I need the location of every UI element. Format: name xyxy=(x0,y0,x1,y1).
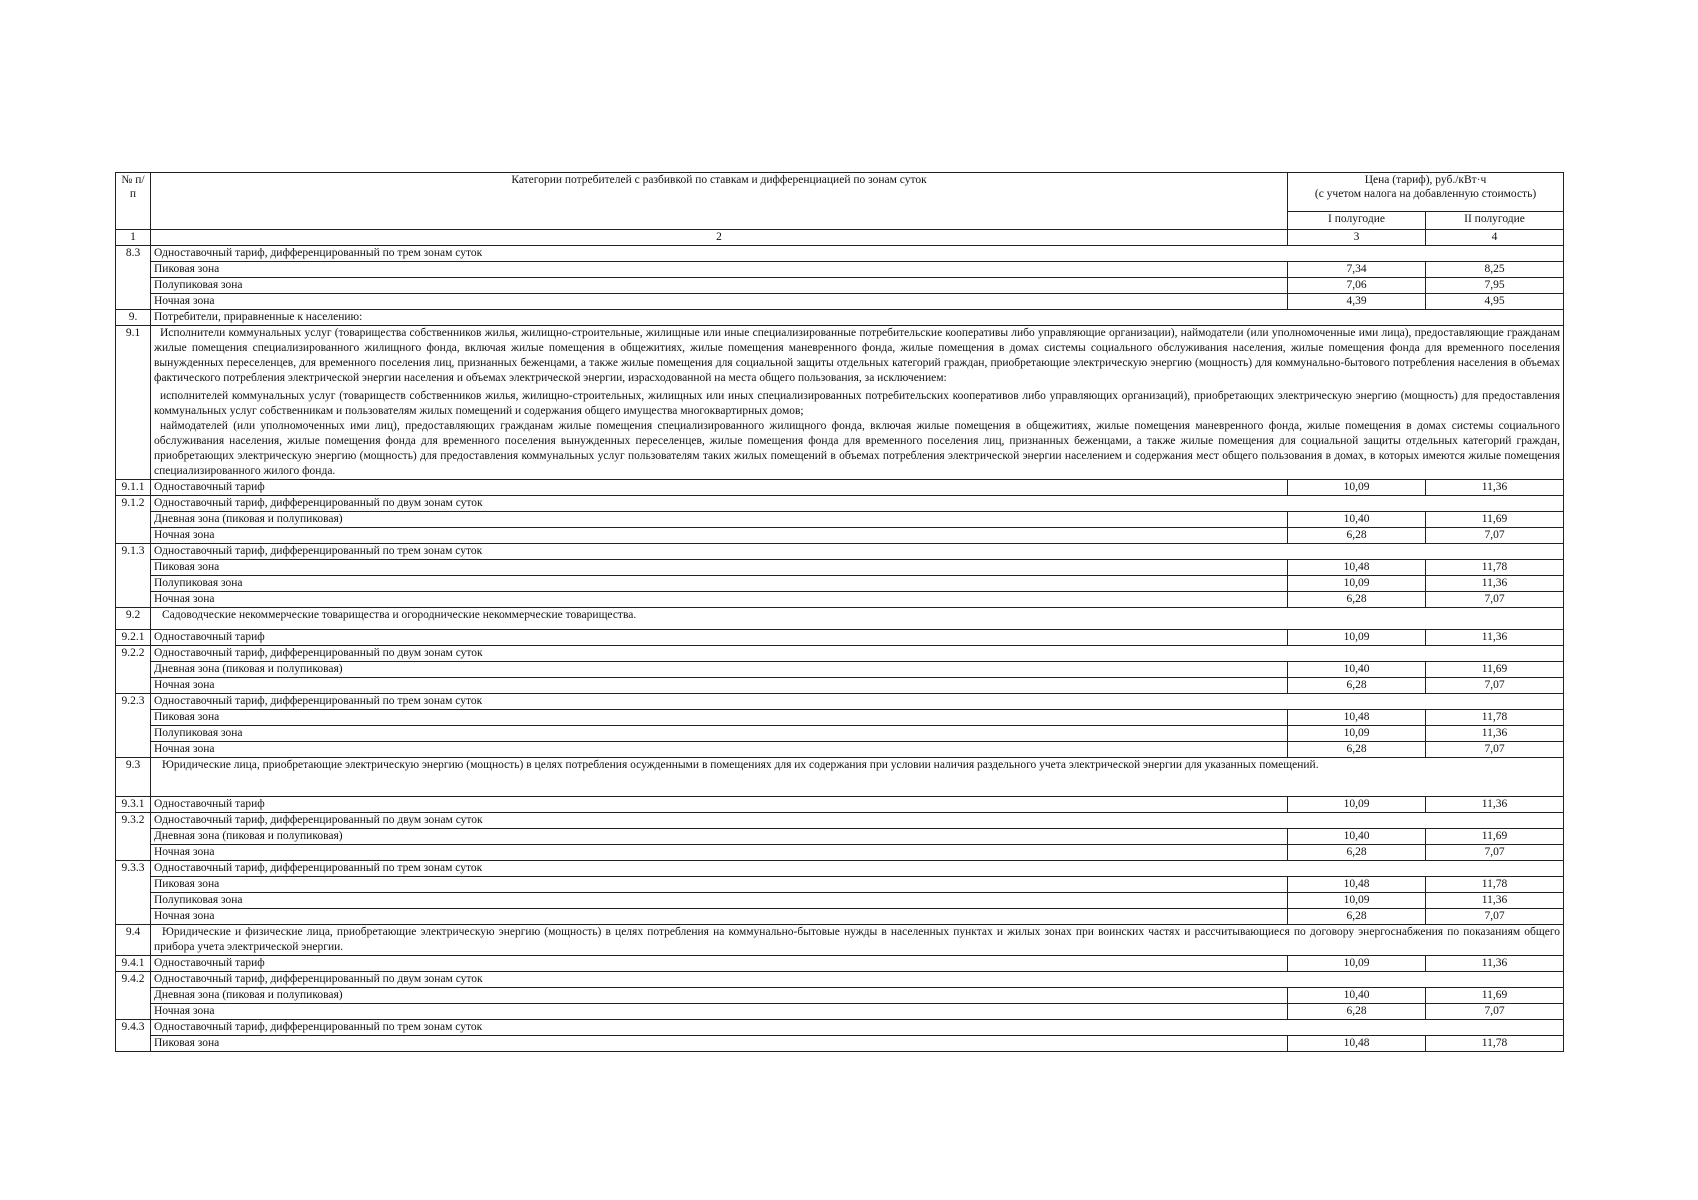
row-label: Юридические и физические лица, приобретающие электрическую энергию (мощность) в целях потребления на коммунально-бытовые нужды в населенных пунктах и жилых зонах при воинских частях и рассчитывающиеся по договору энергоснабжения по показаниям общего прибора учета электрической энергии. xyxy=(151,925,1564,956)
row-label: Полупиковая зона xyxy=(151,893,1288,909)
value-half2: 7,07 xyxy=(1426,528,1564,544)
index-cell: 2 xyxy=(151,230,1288,246)
row-label: Ночная зона xyxy=(151,528,1288,544)
value-half2: 7,07 xyxy=(1426,909,1564,925)
row-label: Одноставочный тариф xyxy=(151,956,1288,972)
row-label: Пиковая зона xyxy=(151,1036,1288,1052)
value-half1: 10,40 xyxy=(1288,512,1426,528)
row-number: 9.3.3 xyxy=(116,861,151,925)
value-half1: 6,28 xyxy=(1288,592,1426,608)
row-label: Одноставочный тариф, дифференцированный по трем зонам суток xyxy=(151,861,1564,877)
table-row xyxy=(116,294,1564,310)
value-half1: 10,09 xyxy=(1288,480,1426,496)
table-row xyxy=(116,528,1564,544)
table-row xyxy=(116,710,1564,726)
row-label: Одноставочный тариф xyxy=(151,480,1288,496)
row-label: Одноставочный тариф, дифференцированный по двум зонам суток xyxy=(151,646,1564,662)
table-row xyxy=(116,560,1564,576)
paragraph: исполнителей коммунальных услуг (товариществ собственников жилья, жилищно-строительных, жилищных или иных специализированных потребительских кооперативов либо управляющих организаций), приобретающих электрическую энергию (мощность) для предоставления коммунальных услуг собственникам и пользователям жилых помещений и содержания общего имущества многоквартирных домов; xyxy=(154,390,1561,417)
value-half2: 11,36 xyxy=(1426,576,1564,592)
value-half1: 6,28 xyxy=(1288,1004,1426,1020)
value-half2: 7,07 xyxy=(1426,845,1564,861)
row-label: Ночная зона xyxy=(151,294,1288,310)
row-label: Садоводческие некоммерческие товарищества и огороднические некоммерческие товарищества. xyxy=(151,608,1564,630)
value-half2: 7,07 xyxy=(1426,592,1564,608)
value-half1: 6,28 xyxy=(1288,909,1426,925)
value-half1: 10,48 xyxy=(1288,877,1426,893)
value-half2: 11,36 xyxy=(1426,726,1564,742)
value-half1: 10,48 xyxy=(1288,1036,1426,1052)
row-number: 8.3 xyxy=(116,246,151,310)
row-number: 9.1 xyxy=(116,326,151,480)
value-half1: 10,40 xyxy=(1288,988,1426,1004)
table-row xyxy=(116,1004,1564,1020)
row-label: Одноставочный тариф, дифференцированный по трем зонам суток xyxy=(151,246,1564,262)
row-label: Одноставочный тариф, дифференцированный по трем зонам суток xyxy=(151,694,1564,710)
table-row xyxy=(116,972,1564,988)
table-row xyxy=(116,646,1564,662)
value-half2: 7,07 xyxy=(1426,1004,1564,1020)
value-half1: 10,09 xyxy=(1288,956,1426,972)
row-number: 9.2 xyxy=(116,608,151,630)
table-row xyxy=(116,480,1564,496)
value-half1: 7,06 xyxy=(1288,278,1426,294)
table-row xyxy=(116,1036,1564,1052)
value-half2: 7,07 xyxy=(1426,742,1564,758)
table-row xyxy=(116,694,1564,710)
header-price-note: (с учетом налога на добавленную стоимость) xyxy=(1314,188,1537,200)
value-half1: 6,28 xyxy=(1288,528,1426,544)
table-row xyxy=(116,576,1564,592)
row-label: Полупиковая зона xyxy=(151,726,1288,742)
table-row xyxy=(116,758,1564,797)
row-label: Одноставочный тариф, дифференцированный по двум зонам суток xyxy=(151,972,1564,988)
value-half1: 10,09 xyxy=(1288,893,1426,909)
value-half2: 11,36 xyxy=(1426,480,1564,496)
value-half1: 10,48 xyxy=(1288,560,1426,576)
value-half2: 11,69 xyxy=(1426,829,1564,845)
row-label: Одноставочный тариф, дифференцированный по трем зонам суток xyxy=(151,544,1564,560)
value-half2: 11,78 xyxy=(1426,710,1564,726)
table-row xyxy=(116,512,1564,528)
value-half2: 11,78 xyxy=(1426,560,1564,576)
value-half2: 4,95 xyxy=(1426,294,1564,310)
row-label: Одноставочный тариф, дифференцированный по трем зонам суток xyxy=(151,1020,1564,1036)
table-row xyxy=(116,845,1564,861)
row-number: 9.2.1 xyxy=(116,630,151,646)
row-number: 9.3 xyxy=(116,758,151,797)
row-label: Ночная зона xyxy=(151,1004,1288,1020)
table-row xyxy=(116,278,1564,294)
row-label: Полупиковая зона xyxy=(151,576,1288,592)
row-label: Потребители, приравненные к населению: xyxy=(151,310,1564,326)
value-half2: 11,78 xyxy=(1426,877,1564,893)
table-row xyxy=(116,1020,1564,1036)
table-row xyxy=(116,742,1564,758)
row-number: 9.1.1 xyxy=(116,480,151,496)
table-row xyxy=(116,662,1564,678)
row-label: Полупиковая зона xyxy=(151,278,1288,294)
value-half2: 11,69 xyxy=(1426,662,1564,678)
value-half2: 8,25 xyxy=(1426,262,1564,278)
header-category: Категории потребителей с разбивкой по ставкам и дифференциацией по зонам суток xyxy=(151,173,1288,230)
row-number: 9.4.2 xyxy=(116,972,151,1020)
header-num: № п/п xyxy=(116,173,151,230)
value-half1: 10,40 xyxy=(1288,829,1426,845)
value-half1: 6,28 xyxy=(1288,742,1426,758)
table-row xyxy=(116,797,1564,813)
paragraph: Исполнители коммунальных услуг (товарищества собственников жилья, жилищно-строительные, жилищные или иные специализированные потребительские кооперативы либо управляющие организации), наймодатели (или уполномоченные ими лица), предоставляющие гражданам жилые помещения специализированного жилищного фонда, включая жилые помещения в общежитиях, жилые помещения маневренного фонда, жилые помещения в домах системы социального обслуживания населения, жилые помещения фонда для временного поселения вынужденных переселенцев, для временного поселения лиц, признанных беженцами, а также жилые помещения для социальной защиты отдельных категорий граждан, приобретающие электрическую энергию (мощность) для коммунально-бытового потребления населения в объемах фактического потребления электрической энергии населения и объемах электрической энергии, израсходованной на места общего пользования, за исключением: xyxy=(154,327,1561,384)
value-half1: 10,40 xyxy=(1288,662,1426,678)
value-half2: 11,69 xyxy=(1426,512,1564,528)
table-row xyxy=(116,544,1564,560)
index-cell: 4 xyxy=(1426,230,1564,246)
table-row xyxy=(116,909,1564,925)
header-price-label: Цена (тариф), руб./кВт·ч xyxy=(1364,174,1487,186)
table-row xyxy=(116,893,1564,909)
header-price xyxy=(1288,173,1564,212)
row-number: 9.2.3 xyxy=(116,694,151,758)
row-number: 9.4.3 xyxy=(116,1020,151,1052)
header-row xyxy=(116,173,1564,212)
value-half1: 10,09 xyxy=(1288,630,1426,646)
header-half2: II полугодие xyxy=(1426,212,1564,230)
table-row xyxy=(116,861,1564,877)
table-row xyxy=(116,726,1564,742)
value-half1: 4,39 xyxy=(1288,294,1426,310)
row-label: Одноставочный тариф, дифференцированный по двум зонам суток xyxy=(151,813,1564,829)
tariff-table xyxy=(115,172,1564,1052)
row-number: 9.1.3 xyxy=(116,544,151,608)
value-half1: 10,09 xyxy=(1288,726,1426,742)
row-number: 9.1.2 xyxy=(116,496,151,544)
value-half1: 10,09 xyxy=(1288,576,1426,592)
table-row xyxy=(116,988,1564,1004)
row-number: 9.4 xyxy=(116,925,151,956)
table-row xyxy=(116,630,1564,646)
row-label: Дневная зона (пиковая и полупиковая) xyxy=(151,662,1288,678)
row-label: Пиковая зона xyxy=(151,877,1288,893)
value-half1: 10,48 xyxy=(1288,710,1426,726)
paragraph: наймодателей (или уполномоченных ими лиц), предоставляющих гражданам жилые помещения специализированного жилищного фонда, включая жилые помещения в общежитиях, жилые помещения маневренного фонда, жилые помещения в домах системы социального обслуживания населения, жилые помещения фонда для временного поселения вынужденных переселенцев, жилые помещения фонда для временного поселения лиц, признанных беженцами, а также жилые помещения для социальной защиты отдельных категорий граждан, приобретающих электрическую энергию (мощность) для предоставления коммунальных услуг пользователям таких жилых помещений в объемах потребления электрической энергии населением и содержания мест общего пользования в домах, в которых имеются жилые помещения специализированного жилого фонда. xyxy=(154,420,1561,477)
value-half1: 7,34 xyxy=(1288,262,1426,278)
table-row xyxy=(116,496,1564,512)
value-half1: 6,28 xyxy=(1288,678,1426,694)
row-label: Пиковая зона xyxy=(151,710,1288,726)
value-half2: 11,36 xyxy=(1426,893,1564,909)
index-cell: 1 xyxy=(116,230,151,246)
row-number: 9.4.1 xyxy=(116,956,151,972)
section-description xyxy=(151,326,1564,480)
row-label: Пиковая зона xyxy=(151,560,1288,576)
table-row xyxy=(116,326,1564,480)
value-half2: 11,36 xyxy=(1426,797,1564,813)
table-row xyxy=(116,956,1564,972)
row-label: Ночная зона xyxy=(151,845,1288,861)
row-number: 9.2.2 xyxy=(116,646,151,694)
table-row xyxy=(116,925,1564,956)
table-row xyxy=(116,262,1564,278)
value-half1: 6,28 xyxy=(1288,845,1426,861)
row-label: Одноставочный тариф, дифференцированный по двум зонам суток xyxy=(151,496,1564,512)
row-label: Дневная зона (пиковая и полупиковая) xyxy=(151,988,1288,1004)
row-label: Дневная зона (пиковая и полупиковая) xyxy=(151,829,1288,845)
value-half1: 10,09 xyxy=(1288,797,1426,813)
row-label: Ночная зона xyxy=(151,678,1288,694)
table-row xyxy=(116,678,1564,694)
table-row xyxy=(116,608,1564,630)
row-label: Одноставочный тариф xyxy=(151,797,1288,813)
value-half2: 11,78 xyxy=(1426,1036,1564,1052)
row-label: Ночная зона xyxy=(151,909,1288,925)
value-half2: 11,36 xyxy=(1426,956,1564,972)
row-number: 9.3.2 xyxy=(116,813,151,861)
table-row xyxy=(116,592,1564,608)
table-row xyxy=(116,310,1564,326)
row-label: Дневная зона (пиковая и полупиковая) xyxy=(151,512,1288,528)
row-number: 9. xyxy=(116,310,151,326)
value-half2: 7,95 xyxy=(1426,278,1564,294)
header-half1: I полугодие xyxy=(1288,212,1426,230)
value-half2: 11,36 xyxy=(1426,630,1564,646)
table-row xyxy=(116,246,1564,262)
index-cell: 3 xyxy=(1288,230,1426,246)
table-row xyxy=(116,813,1564,829)
table-row xyxy=(116,829,1564,845)
row-label: Одноставочный тариф xyxy=(151,630,1288,646)
row-label: Пиковая зона xyxy=(151,262,1288,278)
row-label: Ночная зона xyxy=(151,592,1288,608)
row-label: Ночная зона xyxy=(151,742,1288,758)
row-number: 9.3.1 xyxy=(116,797,151,813)
table-row xyxy=(116,877,1564,893)
value-half2: 7,07 xyxy=(1426,678,1564,694)
value-half2: 11,69 xyxy=(1426,988,1564,1004)
row-label: Юридические лица, приобретающие электрическую энергию (мощность) в целях потребления осужденными в помещениях для их содержания при условии наличия раздельного учета электрической энергии для указанных помещений. xyxy=(151,758,1564,797)
index-row xyxy=(116,230,1564,246)
